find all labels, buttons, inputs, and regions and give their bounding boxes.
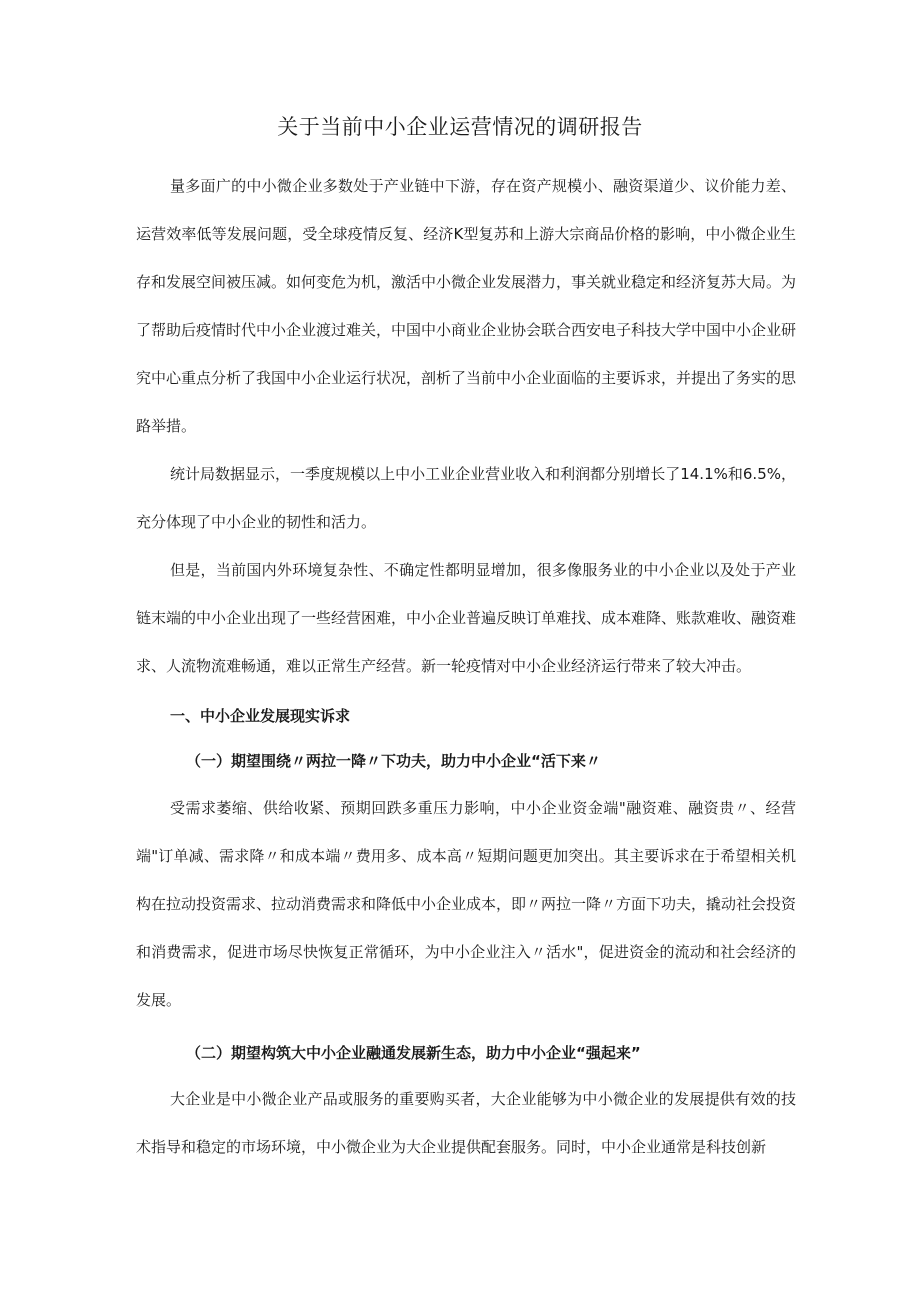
paragraph-section1-1: 受需求萎缩、供给收紧、预期回跌多重压力影响，中小企业资金端"融资难、融资贵〃、经营端"订单减、需求降〃和成本端〃费用多、成本高〃短期问题更加突出。其主要诉求在于希望相关机构在拉动投资需求、拉动消费需求和降低中小企业成本，即〃两拉一降〃方面下功夫，撬动社会投资和消费需求，促进市场尽快恢复正常循环，为中小企业注入〃活水"，促进资金的流动和社会经济的发展。 <box>136 799 797 1009</box>
document-title: 关于当前中小企业运营情况的调研报告 <box>277 115 643 139</box>
section-heading-1: 一、中小企业发展现实诉求 <box>170 707 351 725</box>
subsection-heading-2: （二）期望构筑大中小企业融通发展新生态，助力中小企业“强起来” <box>186 1044 641 1062</box>
paragraph-statistics: 统计局数据显示，一季度规模以上中小工业企业营业收入和利润都分别增长了14.1%和6.5%，充分体现了中小企业的韧性和活力。 <box>136 465 796 531</box>
paragraph-difficulties: 但是，当前国内外环境复杂性、不确定性都明显增加，很多像服务业的中小企业以及处于产业链末端的中小企业出现了一些经营困难，中小企业普遍反映订单难找、成本难降、账款难收、融资难求、人流物流难畅通，难以正常生产经营。新一轮疫情对中小企业经济运行带来了较大冲击。 <box>136 561 797 675</box>
paragraph-intro: 量多面广的中小微企业多数处于产业链中下游，存在资产规模小、融资渠道少、议价能力差、运营效率低等发展问题，受全球疫情反复、经济K型复苏和上游大宗商品价格的影响，中小微企业生存和发展空间被压减。如何变危为机，激活中小微企业发展潜力，事关就业稳定和经济复苏大局。为了帮助后疫情时代中小企业渡过难关，中国中小商业企业协会联合西安电子科技大学中国中小企业研究中心重点分析了我国中小企业运行状况，剖析了当前中小企业面临的主要诉求，并提出了务实的思路举措。 <box>136 177 797 435</box>
paragraph-section1-2: 大企业是中小微企业产品或服务的重要购买者，大企业能够为中小微企业的发展提供有效的技术指导和稳定的市场环境，中小微企业为大企业提供配套服务。同时，中小企业通常是科技创新 <box>136 1090 796 1156</box>
subsection-heading-1: （一）期望围绕〃两拉一降〃下功夫，助力中小企业“活下来〃 <box>186 752 601 770</box>
